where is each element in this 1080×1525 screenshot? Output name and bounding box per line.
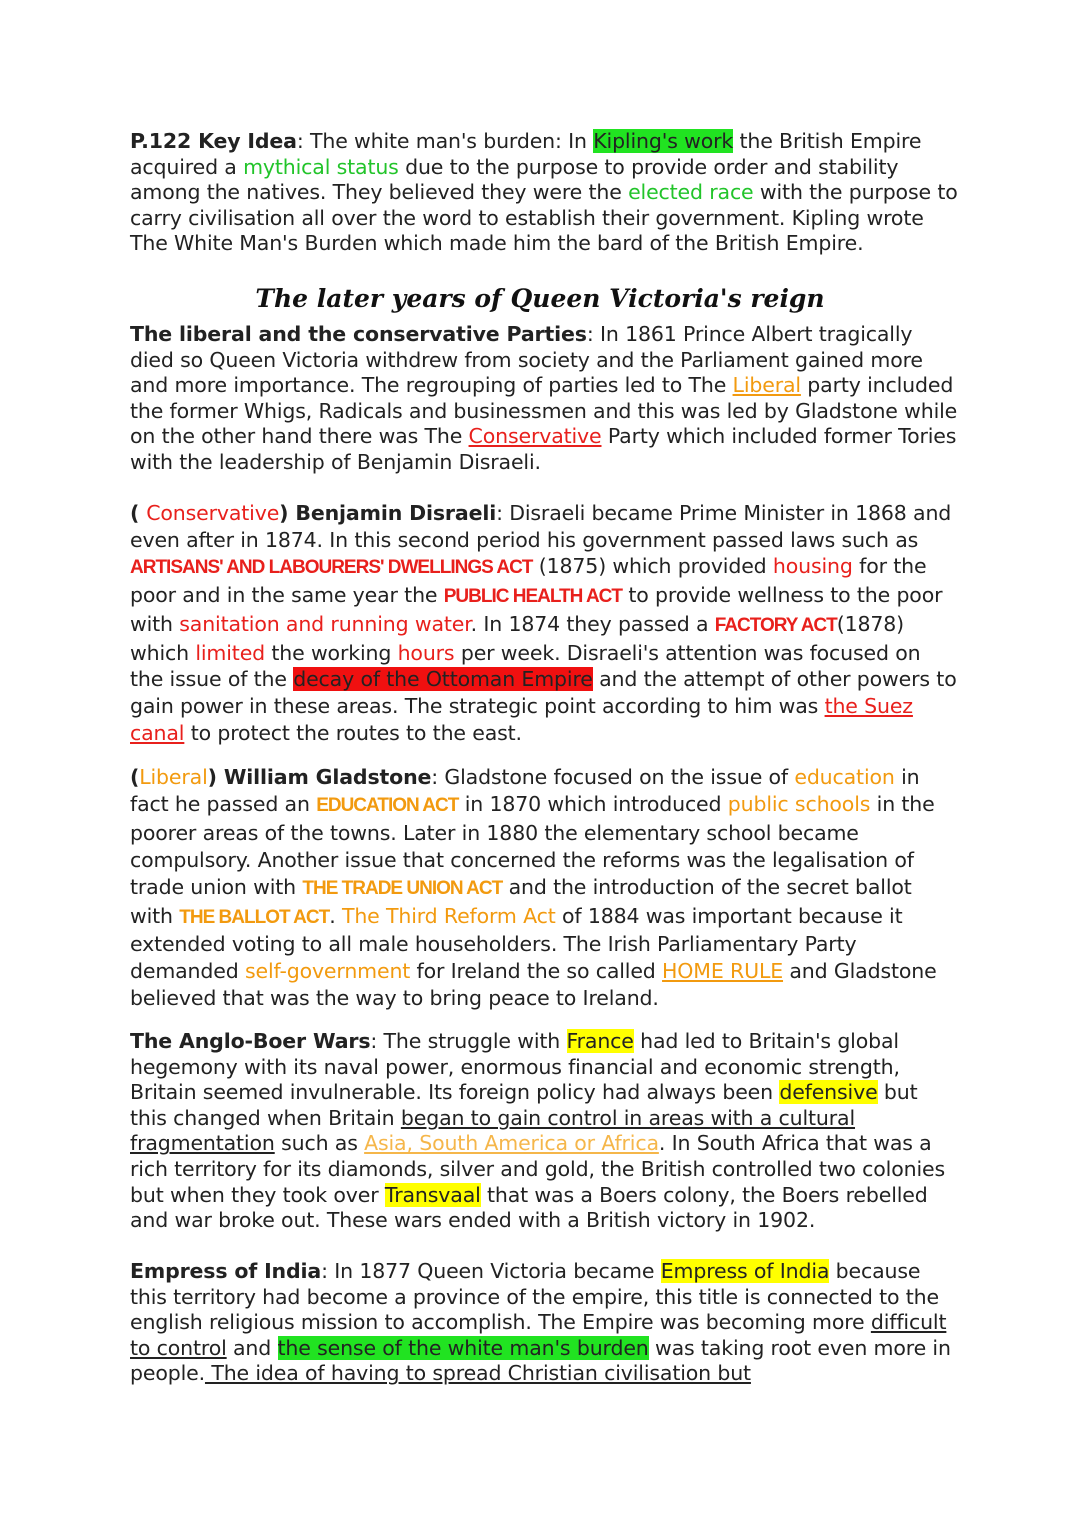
highlight-transvaal: Transvaal xyxy=(384,1182,481,1207)
boer-wars-paragraph: The Anglo-Boer Wars: The struggle with France had led to Britain's global hegemony with its naval power, enormous financial and economic strength, Britain seemed invulnerable. Its foreign policy had always been defensive but this changed when Britain began to gain control in areas with a cultural fragmentation such as Asia, South America or Africa. In South Africa that was a rich territory for its diamonds, silver and gold, the British controlled two colonies but when they took over Transvaal that was a Boers colony, the Boers rebelled and war broke out. These wars ended with a British victory in 1902. xyxy=(130,1029,945,1233)
empress-paragraph: Empress of India: In 1877 Queen Victoria became Empress of India because this territory had become a province of the empire, this title is connected to the english religious mission to accomplish. The Empire was becoming more difficult to control and the sense of the white man's burden was taking root even more in people. The idea of having to spread Christian civilisation but xyxy=(130,1259,951,1386)
term-hours: hours xyxy=(397,640,455,665)
underline-cultural-fragmentation: began to gain control in areas with a cultural fragmentation xyxy=(130,1105,856,1156)
act-artisans: ARTISANS' AND LABOURERS' DWELLINGS ACT xyxy=(130,557,533,579)
highlight-france: France xyxy=(566,1029,634,1053)
gladstone-label: ) William Gladstone xyxy=(207,765,432,789)
term-liberal-2: Liberal xyxy=(139,765,208,789)
term-suez-canal: the Suez canal xyxy=(130,693,913,745)
underline-difficult-to-control: difficult to control xyxy=(130,1310,947,1360)
boer-wars-label: The Anglo-Boer Wars xyxy=(130,1029,371,1053)
term-third-reform-act: The Third Reform Act xyxy=(341,903,556,928)
act-education: EDUCATION ACT xyxy=(316,794,459,816)
parties-label: The liberal and the conservative Parties xyxy=(130,322,587,346)
highlight-white-mans-burden: the sense of the white man's burden xyxy=(277,1335,649,1360)
parties-paragraph: The liberal and the conservative Parties: In 1861 Prince Albert tragically died so Queen Victoria withdrew from society and the Parliament gained more and more importance. The regrouping of parties led to The Liberal party included the former Whigs, Radicals and businessmen and this was led by Gladstone while on the other hand there was The Conservative Party which included former Tories with the leadership of Benjamin Disraeli. xyxy=(130,322,958,474)
highlight-ottoman: decay of the Ottoman Empire xyxy=(293,667,593,692)
disraeli-paragraph: ( Conservative) Benjamin Disraeli: Disraeli became Prime Minister in 1868 and even after in 1874. In this second period his government passed laws such as ARTISANS' AND LABOURERS' DWELLINGS ACT (1875) which provided housing for the poor and in the same year the PUBLIC HEALTH ACT to provide wellness to the poor with sanitation and running water. In 1874 they passed a FACTORY ACT(1878) which limited the working hours per week. Disraeli's attention was focused on the issue of the decay of the Ottoman Empire and the attempt of other powers to gain power in these areas. The strategic point according to him was the Suez canal to protect the routes to the east. xyxy=(130,501,957,745)
highlight-defensive: defensive xyxy=(779,1080,878,1105)
term-home-rule: HOME RULE xyxy=(662,959,784,984)
disraeli-label: ) Benjamin Disraeli xyxy=(279,501,497,525)
term-self-government: self-government xyxy=(244,959,411,984)
underline-christian-civilisation: The idea of having to spread Christian civilisation but xyxy=(204,1361,751,1386)
term-elected-race: elected race xyxy=(628,180,754,205)
term-education: education xyxy=(794,765,895,789)
term-sanitation: sanitation and running water xyxy=(179,611,471,636)
term-mythical-status: mythical status xyxy=(243,154,399,179)
act-public-health: PUBLIC HEALTH ACT xyxy=(443,586,623,608)
term-asia-america-africa: Asia, South America or Africa xyxy=(364,1131,659,1156)
act-ballot: THE BALLOT ACT xyxy=(179,906,330,928)
empress-label: Empress of India xyxy=(130,1259,322,1283)
term-conservative-2: Conservative xyxy=(146,501,280,525)
key-idea-label: P.122 Key Idea xyxy=(130,129,297,153)
highlight-empress-of-india: Empress of India xyxy=(660,1259,830,1283)
term-housing: housing xyxy=(772,554,853,579)
act-factory: FACTORY ACT xyxy=(714,614,837,636)
term-public-schools: public schools xyxy=(727,791,871,816)
key-idea-paragraph: P.122 Key Idea: The white man's burden: In Kipling's work the British Empire acquired a mythical status due to the purpose to provide order and stability among the natives. They believed they were the elected race with the purpose to carry civilisation all over the word to establish their government. Kipling wrote The White Man's Burden which made him the bard of the British Empire. xyxy=(130,129,958,256)
section-title: The later years of Queen Victoria's reign xyxy=(255,284,825,313)
gladstone-paragraph: (Liberal) William Gladstone: Gladstone focused on the issue of education in fact he passed an EDUCATION ACT in 1870 which introduced public schools in the poorer areas of the towns. Later in 1880 the elementary school became compulsory. Another issue that concerned the reforms was the legalisation of trade union with THE TRADE UNION ACT and the introduction of the secret ballot with THE BALLOT ACT. The Third Reform Act of 1884 was important because it extended voting to all male householders. The Irish Parliamentary Party demanded self-government for Ireland the so called HOME RULE and Gladstone believed that was the way to bring peace to Ireland. xyxy=(130,765,937,1011)
highlight-kiplings-work: Kipling's work xyxy=(593,129,734,153)
act-trade-union: THE TRADE UNION ACT xyxy=(302,877,503,899)
term-limited: limited xyxy=(195,640,266,665)
term-liberal: Liberal xyxy=(732,373,801,398)
term-conservative: Conservative xyxy=(468,424,602,449)
